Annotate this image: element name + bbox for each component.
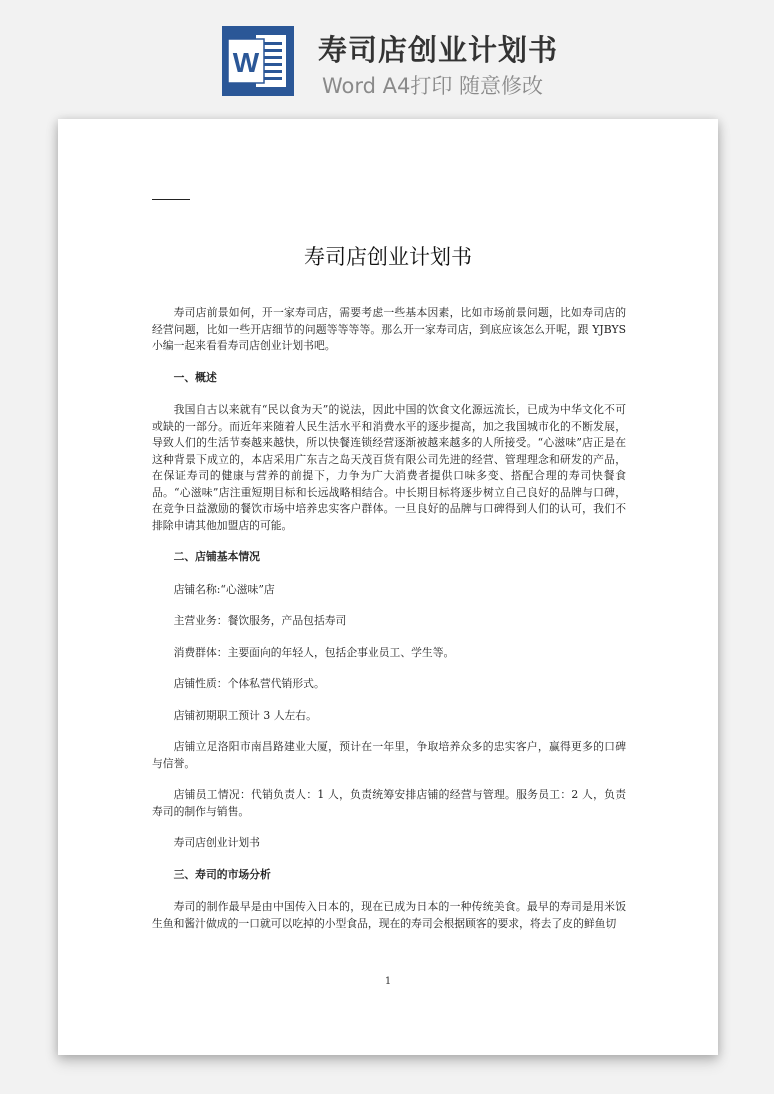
location-paragraph: 店铺立足洛阳市南昌路建业大厦，预计在一年里，争取培养众多的忠实客户，赢得更多的口碑与信誉。 xyxy=(152,740,626,770)
main-business-line: 主营业务：餐饮服务，产品包括寿司 xyxy=(173,614,347,627)
word-icon xyxy=(222,26,294,96)
customers-line: 消费群体：主要面向的年轻人，包括企事业员工、学生等。 xyxy=(173,645,455,659)
store-nature-line: 店铺性质：个体私营代销形式。 xyxy=(173,677,325,690)
page-number: 1 xyxy=(384,976,392,987)
staff-count-line: 店铺初期职工预计 3 人左右。 xyxy=(173,708,317,722)
word-icon-letter: W xyxy=(232,47,260,78)
overview-paragraph: 我国自古以来就有“民以食为天”的说法，因此中国的饮食文化源远流长，已成为中华文化不可或缺的一部分。而近年来随着人民生活水平和消费水平的逐步提高，加之我国城市化的不断发展，导致人们的生活节奏越来越快，所以快餐连锁经营逐渐被越来越多的人所接受。“心滋味”店正是在这种背景下成立的，本店采用广东吉之岛天茂百货有限公司先进的经营、管理理念和研发的产品，在保证寿司的健康与营养的前提下，力争为广大消费者提供口味多变、搭配合理的寿司快餐食品。“心滋味”店注重短期目标和长远战略相结合。中长期目标将逐步树立自己良好的品牌与口碑，在竞争日益激励的餐饮市场中培养忠实客户群体。一旦良好的品牌与口碑得到人们的认可，我们不排除申请其他加盟店的可能。 xyxy=(152,403,626,532)
document-page xyxy=(58,119,718,1055)
section-heading-store-info: 二、店铺基本情况 xyxy=(173,550,260,563)
banner xyxy=(0,0,774,110)
header-rule xyxy=(152,199,190,200)
plan-label-line: 寿司店创业计划书 xyxy=(173,836,260,849)
document-title: 寿司店创业计划书 xyxy=(304,245,472,269)
document-body xyxy=(152,305,626,932)
section-heading-overview: 一、概述 xyxy=(173,370,217,384)
banner-title: 寿司店创业计划书 xyxy=(318,33,559,67)
store-name-line: 店铺名称:“心滋味”店 xyxy=(173,582,275,596)
staff-detail-paragraph: 店铺员工情况：代销负责人：1 人，负责统筹安排店铺的经营与管理。服务员工：2 人，负责寿司的制作与销售。 xyxy=(152,788,626,818)
market-paragraph: 寿司的制作最早是由中国传入日本的，现在已成为日本的一种传统美食。最早的寿司是用米饭生鱼和酱汁做成的一口就可以吃掉的小型食品，现在的寿司会根据顾客的要求，将去了皮的鲜鱼切 xyxy=(152,900,626,930)
intro-paragraph: 寿司店前景如何，开一家寿司店，需要考虑一些基本因素，比如市场前景问题，比如寿司店的经营问题，比如一些开店细节的问题等等等等。那么开一家寿司店，到底应该怎么开呢，跟 YJBYS 小编一起来看看寿司店创业计划书吧。 xyxy=(152,306,626,352)
section-heading-market: 三、寿司的市场分析 xyxy=(173,867,271,881)
banner-subtitle: Word A4打印 随意修改 xyxy=(322,74,544,98)
